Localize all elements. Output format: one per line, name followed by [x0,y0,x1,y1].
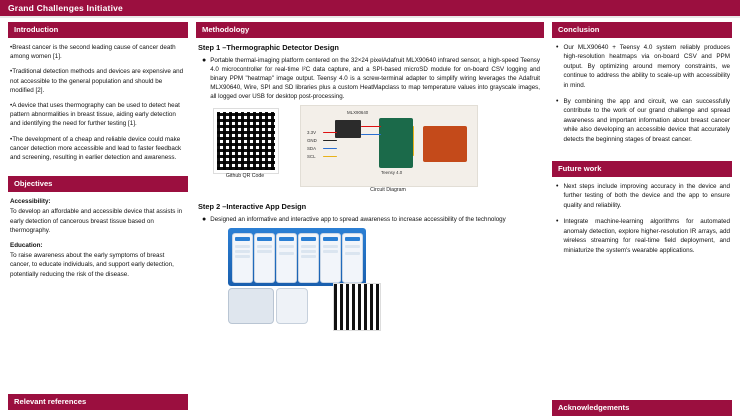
step1-title: Step 1 –Thermographic Detector Design [198,43,339,52]
step1-bullet [202,56,540,101]
objective-education [10,241,186,279]
app-screen-thumb [342,233,363,283]
section-header-references: Relevant references [8,394,188,410]
step2-bullet-text: Designed an informative and interactive app to spread awareness to increase accessibility of the technology [210,216,506,223]
section-header-future-work: Future work [552,161,732,177]
left-column [8,22,188,283]
objective-label: Education: [10,242,43,250]
objective-text: To develop an affordable and accessible device that assists in early detection of cancerous breast tissue based on thermography. [10,208,183,234]
intro-paragraph: •A device that uses thermography can be used to detect heat pattern abnormalities in breast tissue, aiding early detection and identifying the need for further testing [1]. [10,102,180,128]
circuit-label-sda: SDA [307,146,317,151]
github-qr-caption: Github QR Code [225,173,265,179]
bullet-icon: ● [202,216,207,223]
header-divider [0,16,740,18]
app-phone-mockup [228,288,274,324]
bullet-icon: ● [202,57,207,64]
ir-sensor-chip [335,120,361,138]
section-header-acknowledgements: Acknowledgements [552,400,732,416]
intro-paragraph: •Breast cancer is the second leading cause of cancer death among women [1]. [10,44,176,61]
github-qr-code[interactable] [214,109,278,173]
bullet-icon: • [556,98,559,106]
section-header-introduction: Introduction [8,22,188,38]
objective-label: Accessibility: [10,198,51,206]
bullet-icon: • [556,44,559,51]
circuit-label-scl: SCL [307,154,316,159]
conclusion-bullet-text: Our MLX90640 + Teensy 4.0 system reliably produces high-resolution heatmaps via on-board CSV and PPM output. By optimizing around memory constraints, we continue to address the ability to scale-up with accessibility in mind. [563,44,730,89]
circuit-label-mlx90640: MLX90640 [347,110,369,115]
conclusion-bullet-text: By combining the app and circuit, we can successfully contribute to the work of our grand challenge and spread awareness and important information about breast cancer while also developing an accessible device that accurately detects the beginning stages of breast cancer. [563,98,730,143]
bullet-icon: • [556,218,559,226]
right-column [552,22,732,266]
app-screen-thumb [254,233,275,283]
circuit-label-teensy: Teensy 4.0 [381,170,403,175]
conclusion-bullet [556,97,730,144]
app-screen-thumb [298,233,319,283]
introduction-body [8,38,188,166]
app-screen-thumb [320,233,341,283]
circuit-diagram-caption: Circuit Diagram [370,187,406,193]
section-header-objectives: Objectives [8,176,188,192]
section-header-conclusion: Conclusion [552,22,732,38]
breakout-board [423,126,467,162]
step2-bullet [202,215,540,224]
teensy-board [379,118,413,168]
future-bullet-text: Integrate machine-learning algorithms for automated anomaly detection, explore higher-resolution IR arrays, add wireless streaming for real-time field deployment, and miniaturize the system's wearable applications. [563,218,730,254]
objectives-body [8,192,188,283]
app-qr-code[interactable] [334,284,380,330]
app-screens-strip [228,228,366,286]
section-header-methodology: Methodology [196,22,544,38]
app-screen-thumb [276,233,297,283]
step2-figures [196,228,544,324]
intro-paragraph: •Traditional detection methods and devices are expensive and not accessible to the general population and should be modified [2]. [10,68,184,94]
future-bullet-text: Next steps include improving accuracy in the device and further testing of both the device and the app to ensure quality and reliability. [563,183,730,209]
future-work-body [552,177,732,266]
poster-title: Grand Challenges Initiative [8,3,123,13]
circuit-label-3v3: 3.3V [307,130,317,135]
objective-accessibility [10,197,186,235]
conclusion-bullet [556,43,730,90]
circuit-label-gnd: GND [307,138,317,143]
conclusion-body [552,38,732,155]
middle-column [196,22,544,324]
future-bullet [556,182,730,210]
app-screen-thumb [232,233,253,283]
step2-title: Step 2 –Interactive App Design [198,202,307,211]
intro-paragraph: •The development of a cheap and reliable device could make cancer detection more accessible and lead to faster feedback and screening, resulting in earlier detection and awareness. [10,135,182,162]
app-phone-mockup-secondary [276,288,308,324]
bullet-icon: • [556,183,559,191]
circuit-diagram-image [300,105,478,187]
future-bullet [556,217,730,255]
step1-bullet-text: Portable thermal-imaging platform centered on the 32×24 pixelAdafruit MLX90640 infrared sensor, a high-speed Teensy 4.0 microcontroller for real-time I²C data capture, and a SPI-based microSD module for on-board CSV logging and binary PPM "heatmap" image output. Teensy 4.0 is a screw-terminal adapter to simplify wiring leverages the Adafruit MLX90640, Wire, SPI and SD libraries plus a custom HeatMapclass to map temperature values into grayscale images, all logged over USB for desktop post-processing. [210,57,540,100]
step1-figures [196,105,544,197]
objective-text: To raise awareness about the early symptoms of breast cancer, to educate individuals, and support early detection, potentially reducing the risk of the disease. [10,252,174,278]
